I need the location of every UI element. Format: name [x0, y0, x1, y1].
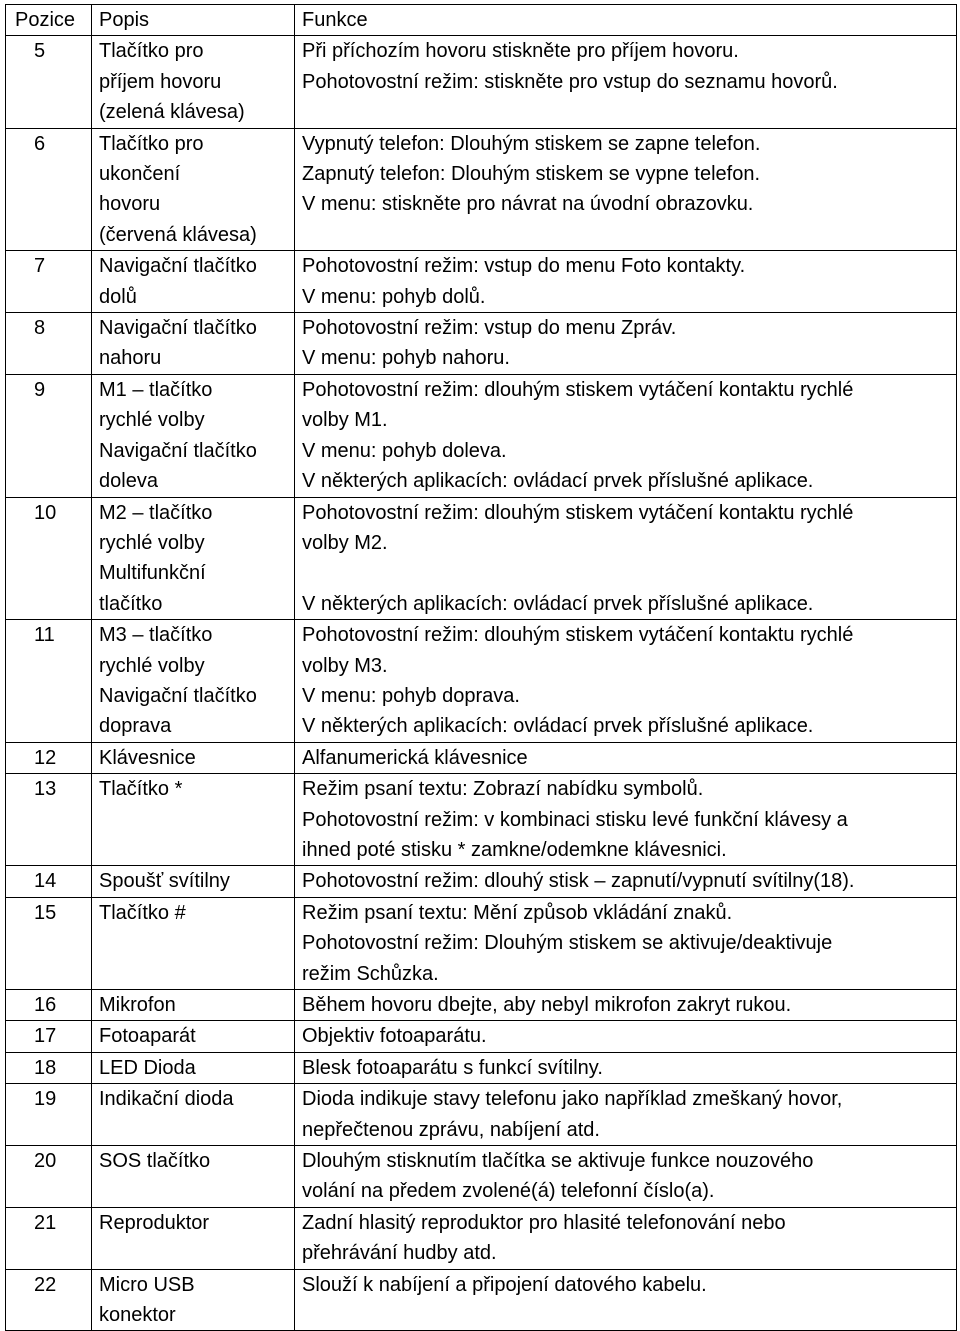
function-cell — [295, 1052, 957, 1083]
function-line: Režim psaní textu: Zobrazí nabídku symbolů. — [302, 778, 704, 801]
function-line: V menu: pohyb nahoru. — [302, 347, 510, 370]
table-row — [6, 374, 957, 497]
description-cell — [92, 313, 295, 375]
description-line: Spoušť svítilny — [99, 870, 230, 893]
description-cell — [92, 1269, 295, 1331]
description-line: Tlačítko pro — [99, 40, 204, 63]
function-line: Pohotovostní režim: dlouhým stiskem vytáčení kontaktu rychlé — [302, 501, 854, 524]
function-cell — [295, 742, 957, 773]
description-line: LED Dioda — [99, 1056, 196, 1079]
function-line: Pohotovostní režim: vstup do menu Zpráv. — [302, 317, 677, 340]
table-row — [6, 742, 957, 773]
description-cell — [92, 774, 295, 866]
function-line: volby M1. — [302, 409, 388, 432]
function-line: Pohotovostní režim: dlouhým stiskem vytáčení kontaktu rychlé — [302, 624, 854, 647]
function-cell — [295, 36, 957, 128]
function-cell — [295, 1084, 957, 1146]
function-line: Alfanumerická klávesnice — [302, 746, 528, 769]
description-line: Fotoaparát — [99, 1025, 196, 1048]
description-line: (červená klávesa) — [99, 223, 257, 246]
description-cell — [92, 128, 295, 251]
function-line: Při příchozím hovoru stiskněte pro příjem hovoru. — [302, 40, 739, 63]
function-line: V některých aplikacích: ovládací prvek příslušné aplikace. — [302, 592, 814, 615]
description-line: rychlé volby — [99, 409, 205, 432]
table-row — [6, 1207, 957, 1269]
function-line: V některých aplikacích: ovládací prvek příslušné aplikace. — [302, 470, 814, 493]
function-line: Během hovoru dbejte, aby nebyl mikrofon zakryt rukou. — [302, 994, 792, 1016]
position-cell: 11 — [6, 620, 92, 743]
function-cell — [295, 251, 957, 313]
table-row — [6, 36, 957, 128]
position-cell: 9 — [6, 374, 92, 497]
description-line: Tlačítko # — [99, 901, 186, 924]
description-cell — [92, 1207, 295, 1269]
description-cell — [92, 1084, 295, 1146]
description-cell — [92, 1052, 295, 1083]
description-cell — [92, 620, 295, 743]
blank-line — [302, 558, 950, 588]
header-description: Popis — [92, 5, 295, 36]
description-line: rychlé volby — [99, 531, 205, 554]
function-cell — [295, 1207, 957, 1269]
header-function: Funkce — [295, 5, 957, 36]
function-line: V menu: pohyb doleva. — [302, 439, 507, 462]
function-line: volby M3. — [302, 654, 388, 677]
description-line: Micro USB — [99, 1273, 195, 1296]
function-cell — [295, 620, 957, 743]
description-line: Indikační dioda — [99, 1088, 234, 1111]
table-row — [6, 1084, 957, 1146]
description-cell — [92, 1146, 295, 1208]
function-line: Vypnutý telefon: Dlouhým stiskem se zapne telefon. — [302, 132, 761, 155]
description-line: konektor — [99, 1304, 176, 1327]
header-position: Pozice — [6, 5, 92, 36]
description-line: doprava — [99, 715, 172, 738]
position-cell: 22 — [6, 1269, 92, 1331]
description-cell — [92, 497, 295, 620]
function-line: Pohotovostní režim: v kombinaci stisku levé funkční klávesy a — [302, 808, 848, 831]
table-body — [6, 36, 957, 1331]
description-line: tlačítko — [99, 592, 163, 615]
function-line: V některých aplikacích: ovládací prvek příslušné aplikace. — [302, 715, 814, 738]
table-row — [6, 620, 957, 743]
description-line: M1 – tlačítko — [99, 378, 213, 401]
description-line: Multifunkční — [99, 562, 206, 585]
description-line: Reproduktor — [99, 1211, 210, 1234]
description-line: dolů — [99, 285, 137, 308]
description-line: nahoru — [99, 347, 162, 370]
table-row — [6, 866, 957, 897]
function-line: Dlouhým stisknutím tlačítka se aktivuje funkce nouzového — [302, 1150, 814, 1173]
description-line: Navigační tlačítko — [99, 317, 257, 340]
description-cell — [92, 374, 295, 497]
position-cell: 5 — [6, 36, 92, 128]
function-line: Blesk fotoaparátu s funkcí svítilny. — [302, 1056, 603, 1079]
position-cell: 14 — [6, 866, 92, 897]
description-cell — [92, 742, 295, 773]
table-row — [6, 1269, 957, 1331]
description-line: rychlé volby — [99, 654, 205, 677]
function-line: Pohotovostní režim: Dlouhým stiskem se aktivuje/deaktivuje — [302, 932, 833, 955]
position-cell: 21 — [6, 1207, 92, 1269]
description-cell — [92, 990, 295, 1021]
description-line: hovoru — [99, 193, 161, 216]
description-line: Klávesnice — [99, 746, 196, 769]
function-cell — [295, 990, 957, 1021]
description-cell — [92, 36, 295, 128]
function-line: volání na předem zvolené(á) telefonní číslo(a). — [302, 1180, 715, 1203]
function-cell — [295, 497, 957, 620]
position-cell: 19 — [6, 1084, 92, 1146]
function-line: Pohotovostní režim: dlouhým stiskem vytáčení kontaktu rychlé — [302, 378, 854, 401]
position-cell: 8 — [6, 313, 92, 375]
description-line: M3 – tlačítko — [99, 624, 213, 647]
function-cell — [295, 866, 957, 897]
description-line: M2 – tlačítko — [99, 501, 213, 524]
position-cell: 13 — [6, 774, 92, 866]
description-line: Navigační tlačítko — [99, 439, 257, 462]
function-line: přehrávání hudby atd. — [302, 1242, 497, 1265]
table-row — [6, 313, 957, 375]
header-row — [6, 5, 957, 36]
description-line: doleva — [99, 470, 158, 493]
function-line: volby M2. — [302, 531, 388, 554]
description-line: Tlačítko * — [99, 778, 183, 801]
position-cell: 15 — [6, 897, 92, 989]
function-line: V menu: stiskněte pro návrat na úvodní obrazovku. — [302, 193, 754, 216]
function-cell — [295, 897, 957, 989]
table-row — [6, 1146, 957, 1208]
function-cell — [295, 1269, 957, 1331]
function-line: Slouží k nabíjení a připojení datového kabelu. — [302, 1273, 707, 1296]
function-line: Zapnutý telefon: Dlouhým stiskem se vypne telefon. — [302, 163, 761, 186]
description-line: ukončení — [99, 163, 181, 186]
function-line: V menu: pohyb dolů. — [302, 285, 486, 308]
position-cell: 7 — [6, 251, 92, 313]
table-row — [6, 774, 957, 866]
description-cell — [92, 897, 295, 989]
position-cell: 6 — [6, 128, 92, 251]
function-line: Objektiv fotoaparátu. — [302, 1025, 487, 1048]
position-cell: 10 — [6, 497, 92, 620]
function-line: Pohotovostní režim: stiskněte pro vstup do seznamu hovorů. — [302, 70, 838, 93]
function-line: Pohotovostní režim: dlouhý stisk – zapnutí/vypnutí svítilny(18). — [302, 870, 855, 893]
description-cell — [92, 1021, 295, 1052]
function-line: Dioda indikuje stavy telefonu jako například zmeškaný hovor, — [302, 1088, 843, 1111]
description-cell — [92, 866, 295, 897]
position-cell: 12 — [6, 742, 92, 773]
table-row — [6, 497, 957, 620]
function-line: režim Schůzka. — [302, 962, 439, 985]
description-line: SOS tlačítko — [99, 1150, 211, 1173]
description-line: (zelená klávesa) — [99, 101, 245, 124]
description-line: Navigační tlačítko — [99, 255, 257, 278]
position-cell: 17 — [6, 1021, 92, 1052]
function-line: V menu: pohyb doprava. — [302, 684, 520, 707]
table-row — [6, 1021, 957, 1052]
position-cell: 18 — [6, 1052, 92, 1083]
function-cell — [295, 374, 957, 497]
function-cell — [295, 128, 957, 251]
description-line: příjem hovoru — [99, 70, 222, 93]
table-row — [6, 897, 957, 989]
table-header — [6, 5, 957, 36]
function-line: nepřečtenou zprávu, nabíjení atd. — [302, 1118, 600, 1141]
description-cell — [92, 251, 295, 313]
table-row — [6, 128, 957, 251]
table-row — [6, 990, 957, 1021]
function-line: ihned poté stisku * zamkne/odemkne klávesnici. — [302, 838, 727, 861]
function-line: Režim psaní textu: Mění způsob vkládání znaků. — [302, 901, 733, 924]
position-cell: 16 — [6, 990, 92, 1021]
table-row — [6, 251, 957, 313]
function-cell — [295, 1146, 957, 1208]
function-line: Pohotovostní režim: vstup do menu Foto kontakty. — [302, 255, 746, 278]
description-line: Navigační tlačítko — [99, 684, 257, 707]
table-row — [6, 1052, 957, 1083]
function-cell — [295, 774, 957, 866]
function-cell — [295, 1021, 957, 1052]
description-line: Tlačítko pro — [99, 132, 204, 155]
function-cell — [295, 313, 957, 375]
functions-table — [5, 4, 957, 1331]
function-line: Zadní hlasitý reproduktor pro hlasité telefonování nebo — [302, 1211, 786, 1234]
position-cell: 20 — [6, 1146, 92, 1208]
description-line: Mikrofon — [99, 994, 176, 1016]
